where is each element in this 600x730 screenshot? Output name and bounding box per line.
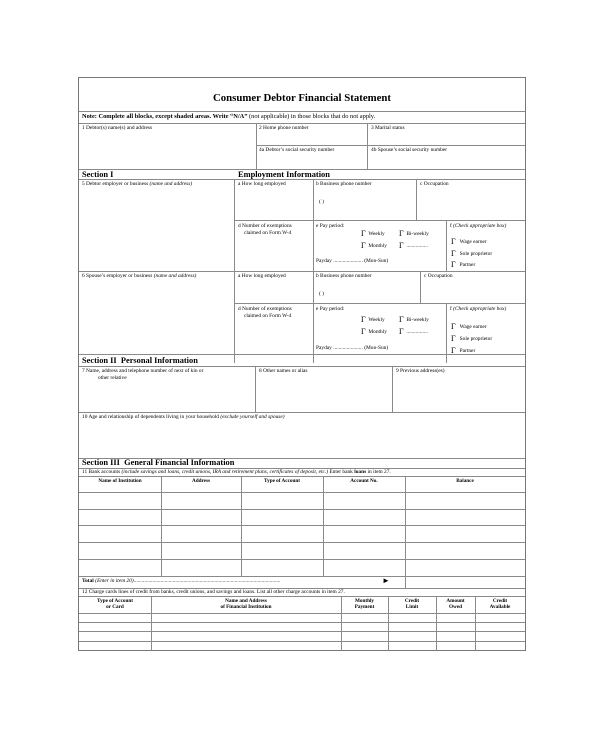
bank-col-address: Address xyxy=(191,478,211,484)
credit-col-type: Type of Account or Card xyxy=(97,598,133,610)
bank-col-balance: Balance xyxy=(456,478,474,484)
debtor-phone-paren: ( ) xyxy=(319,199,324,205)
spouse-sole-proprietor-option[interactable]: Γ Sole proprietor xyxy=(451,334,493,343)
spouse-weekly-option[interactable]: Γ Weekly xyxy=(361,315,385,324)
section-3-heading: Section III General Financial Information xyxy=(82,458,235,467)
debtor-business-phone-field[interactable]: b Business phone number xyxy=(316,181,372,187)
alias-field[interactable]: 8 Other names or alias xyxy=(259,368,308,374)
credit-row[interactable] xyxy=(79,641,525,642)
debtor-how-long-field[interactable]: a How long employed xyxy=(238,181,286,187)
debtor-biweekly-option[interactable]: Γ Bi-weekly xyxy=(399,229,429,238)
bank-col-account-no: Account No. xyxy=(350,478,378,484)
spouse-other-option[interactable]: Γ ................ xyxy=(399,327,428,336)
section-1-title: Employment Information xyxy=(238,170,330,179)
spouse-exemptions-field[interactable]: d Number of exemptions claimed on Form W-4 xyxy=(238,306,292,319)
spouse-payday-field[interactable]: Payday ...................... (Mon-Sun) xyxy=(316,345,389,351)
bank-col-type: Type of Account xyxy=(264,478,300,484)
debtor-pay-period-label: e Pay period: xyxy=(316,223,345,229)
bank-accounts-label: 11 Bank accounts (include savings and loans, credit unions, IRA and retirement plans, certificates of deposit, etc.) Enter bank loans in item 27. xyxy=(82,469,391,475)
spouse-biweekly-option[interactable]: Γ Bi-weekly xyxy=(399,315,429,324)
financial-statement-form xyxy=(78,77,526,651)
debtor-partner-option[interactable]: Γ Partner xyxy=(451,260,476,269)
bank-col-institution: Name of Institution xyxy=(98,478,142,484)
note-text: Note: Complete all blocks, except shaded areas. Write “N/A” (not applicable) in those blocks that do not apply. xyxy=(82,113,376,120)
credit-col-available: Credit Available xyxy=(489,598,511,610)
debtor-ssn-field[interactable]: 4a Debtor’s social security number xyxy=(259,147,335,153)
bank-row[interactable] xyxy=(79,559,525,560)
dependents-field[interactable]: 10 Age and relationship of dependents living in your household (exclude yourself and spouse) xyxy=(82,414,285,420)
credit-col-monthly-payment: Monthly Payment xyxy=(354,598,375,610)
debtor-weekly-option[interactable]: Γ Weekly xyxy=(361,229,385,238)
bank-row[interactable] xyxy=(79,542,525,543)
marital-status-field[interactable]: 3 Marital status xyxy=(371,125,405,131)
credit-row[interactable] xyxy=(79,622,525,623)
arrow-right-icon: ► xyxy=(382,576,390,585)
spouse-phone-paren: ( ) xyxy=(319,291,324,297)
next-of-kin-field[interactable]: 7 Name, address and telephone number of next of kin or other relative xyxy=(82,368,204,381)
spouse-monthly-option[interactable]: Γ Monthly xyxy=(361,327,387,336)
debtor-wage-earner-option[interactable]: Γ Wage earner xyxy=(451,237,487,246)
spouse-wage-earner-option[interactable]: Γ Wage earner xyxy=(451,322,487,331)
bank-total-row: Total (Enter in item 20)............................................................................................................. xyxy=(82,578,281,584)
spouse-employer-field[interactable]: 6 Spouse’s employer or business (name and address) xyxy=(82,273,197,279)
debtor-occupation-field[interactable]: c Occupation xyxy=(420,181,449,187)
spouse-pay-period-label: e Pay period: xyxy=(316,306,345,312)
section-1-label: Section I xyxy=(82,170,114,179)
debtor-payday-field[interactable]: Payday ...................... (Mon-Sun) xyxy=(316,258,389,264)
spouse-how-long-field[interactable]: a How long employed xyxy=(238,273,286,279)
debtor-monthly-option[interactable]: Γ Monthly xyxy=(361,241,387,250)
credit-row[interactable] xyxy=(79,631,525,632)
debtor-exemptions-field[interactable]: d Number of exemptions claimed on Form W-4 xyxy=(238,223,292,236)
credit-col-limit: Credit Limit xyxy=(404,598,420,610)
section-2-heading: Section II Personal Information xyxy=(82,356,198,365)
spouse-partner-option[interactable]: Γ Partner xyxy=(451,346,476,355)
debtor-employer-field[interactable]: 5 Debtor employer or business (name and address) xyxy=(82,181,193,187)
form-title: Consumer Debtor Financial Statement xyxy=(212,92,392,104)
credit-col-owed: Amount Owed xyxy=(446,598,465,610)
charge-cards-label: 12 Charge cards lines of credit from banks, credit unions, and savings and loans. List all other charge accounts in item 27. xyxy=(82,589,345,595)
bank-row[interactable] xyxy=(79,525,525,526)
debtor-sole-proprietor-option[interactable]: Γ Sole proprietor xyxy=(451,249,493,258)
spouse-business-phone-field[interactable]: b Business phone number xyxy=(316,273,372,279)
previous-address-field[interactable]: 9 Previous address(es) xyxy=(396,368,445,374)
spouse-ssn-field[interactable]: 4b Spouse’s social security number xyxy=(371,147,448,153)
home-phone-field[interactable]: 2 Home phone number xyxy=(259,125,309,131)
spouse-check-label: f (Check appropriate box) xyxy=(450,306,507,312)
debtor-check-label: f (Check appropriate box) xyxy=(450,223,507,229)
credit-col-institution: Name and Address of Financial Institution xyxy=(220,598,272,610)
bank-row[interactable] xyxy=(79,509,525,510)
debtor-name-field[interactable]: 1 Debtor(s) name(s) and address xyxy=(82,125,153,131)
debtor-other-option[interactable]: Γ ................ xyxy=(399,241,428,250)
spouse-occupation-field[interactable]: c Occupation xyxy=(424,273,453,279)
